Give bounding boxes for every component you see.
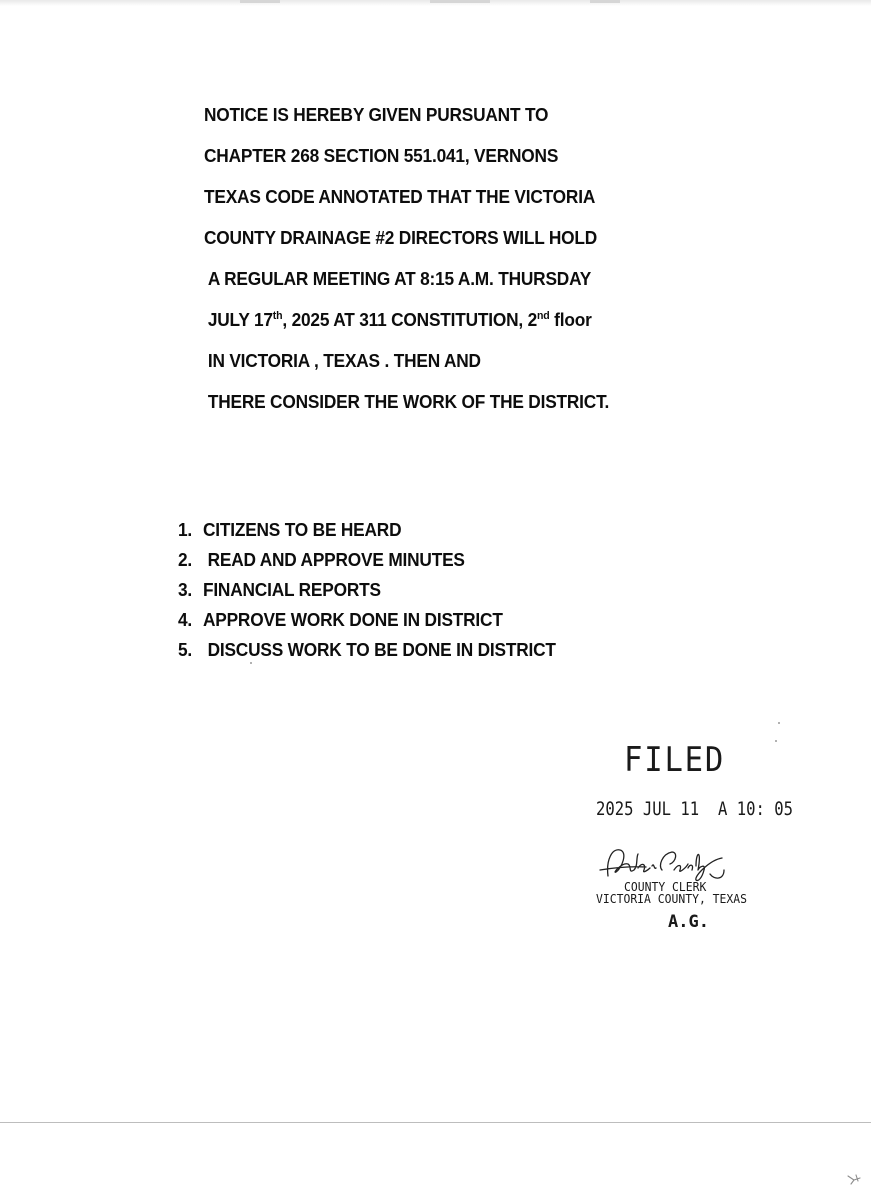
agenda-number: 5. xyxy=(178,640,193,660)
agenda-number: 3. xyxy=(178,580,193,600)
agenda-item xyxy=(178,638,556,662)
filed-date-time: 2025 JUL 11 A 10: 05 xyxy=(596,798,793,820)
day-suffix: th xyxy=(272,310,283,322)
notice-date-line xyxy=(204,308,742,332)
agenda-text: CITIZENS TO BE HEARD xyxy=(202,520,402,540)
scan-artifact xyxy=(430,0,490,3)
clerk-title: COUNTY CLERK xyxy=(624,880,707,894)
scan-edge-line xyxy=(0,1122,871,1123)
notice-line: NOTICE IS HEREBY GIVEN PURSUANT TO xyxy=(204,105,549,125)
scan-corner-mark xyxy=(846,1172,862,1186)
floor-text: floor xyxy=(549,310,592,330)
scan-speck xyxy=(775,740,777,742)
floor-suffix: nd xyxy=(537,310,550,322)
agenda-text: FINANCIAL REPORTS xyxy=(202,580,381,600)
clerk-county: VICTORIA COUNTY, TEXAS xyxy=(596,892,748,906)
agenda-item xyxy=(178,548,556,572)
agenda-text: READ AND APPROVE MINUTES xyxy=(202,550,465,570)
scan-artifact xyxy=(590,0,620,3)
notice-line: COUNTY DRAINAGE #2 DIRECTORS WILL HOLD xyxy=(204,228,598,248)
clerk-initials: A.G. xyxy=(668,912,709,932)
notice-line: TEXAS CODE ANNOTATED THAT THE VICTORIA xyxy=(204,187,596,207)
agenda-number: 2. xyxy=(178,550,193,570)
notice-line: THERE CONSIDER THE WORK OF THE DISTRICT. xyxy=(207,392,610,412)
agenda-item xyxy=(178,518,556,542)
agenda-text: DISCUSS WORK TO BE DONE IN DISTRICT xyxy=(202,640,556,660)
meeting-year-address: , 2025 AT 311 CONSTITUTION, 2 xyxy=(282,310,538,330)
agenda-number: 1. xyxy=(178,520,193,540)
meeting-notice xyxy=(204,103,764,431)
agenda-text: APPROVE WORK DONE IN DISTRICT xyxy=(202,610,503,630)
filed-stamp xyxy=(592,740,792,940)
agenda-item xyxy=(178,608,556,632)
filed-label: FILED xyxy=(624,740,726,780)
notice-line: A REGULAR MEETING AT 8:15 A.M. THURSDAY xyxy=(207,269,592,289)
agenda-number: 4. xyxy=(178,610,193,630)
scan-speck xyxy=(778,722,780,724)
notice-line: CHAPTER 268 SECTION 551.041, VERNONS xyxy=(204,146,559,166)
scan-speck xyxy=(250,662,252,664)
meeting-month-day: JULY 17 xyxy=(207,310,273,330)
scan-artifact xyxy=(240,0,280,3)
agenda-list xyxy=(178,518,572,668)
clerk-signature xyxy=(592,840,732,884)
agenda-item xyxy=(178,578,556,602)
notice-line: IN VICTORIA , TEXAS . THEN AND xyxy=(207,351,481,371)
